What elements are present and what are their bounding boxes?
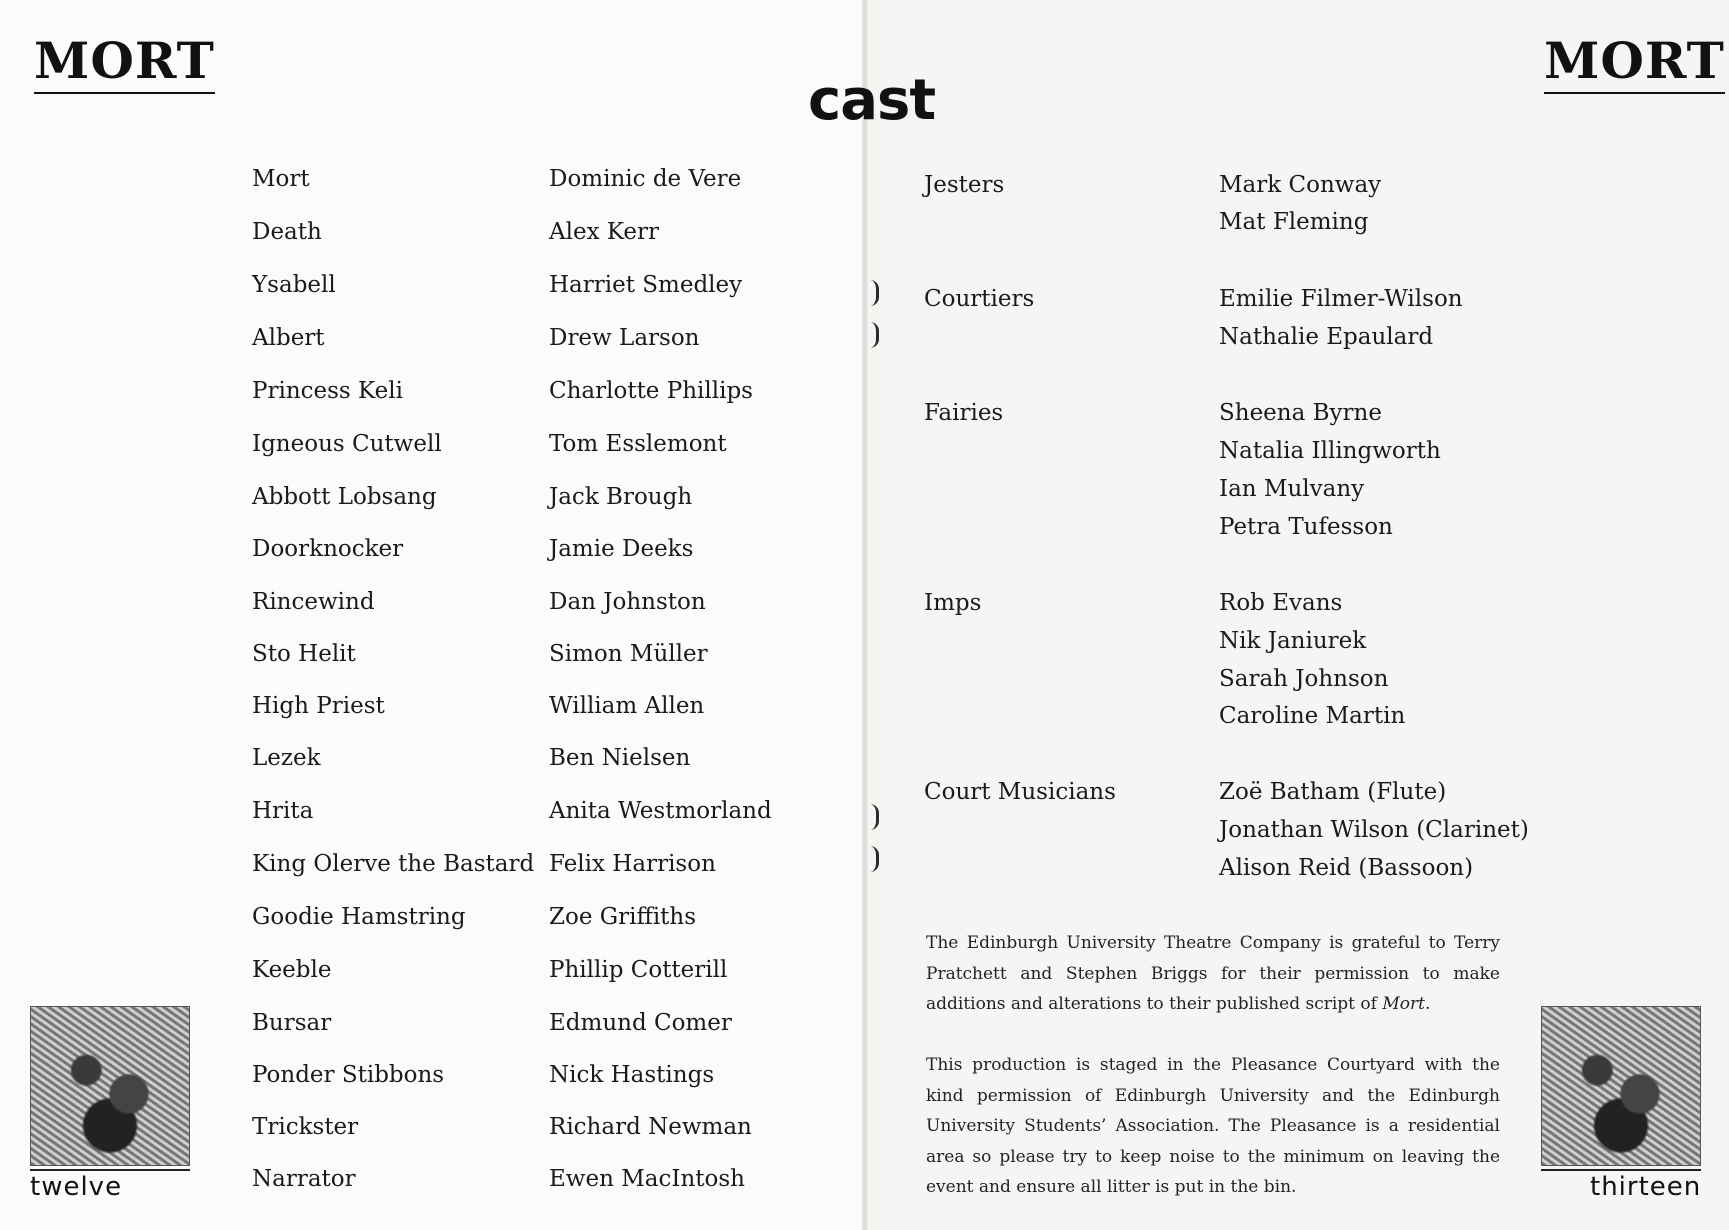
- page-number-rule: [1541, 1169, 1701, 1171]
- role-name: Lezek: [252, 745, 321, 771]
- role-name: Doorknocker: [252, 536, 404, 562]
- role-name: Narrator: [252, 1166, 356, 1192]
- group-member: Caroline Martin: [1219, 703, 1406, 729]
- actor-name: Drew Larson: [549, 325, 700, 351]
- group-member: Nathalie Epaulard: [1219, 324, 1434, 350]
- death-illustration-left: [30, 1006, 190, 1166]
- group-member: Jonathan Wilson (Clarinet): [1219, 817, 1529, 843]
- page-number-right: thirteen: [1590, 1172, 1702, 1202]
- role-name: Ysabell: [252, 272, 336, 298]
- role-name: Albert: [252, 325, 325, 351]
- page-title: cast: [808, 68, 936, 133]
- script-title: Mort: [1382, 994, 1425, 1014]
- mort-logo-right: [1544, 31, 1725, 94]
- mort-logo-left: [34, 31, 215, 94]
- role-name: Hrita: [252, 798, 314, 824]
- actor-name: Ewen MacIntosh: [549, 1166, 745, 1192]
- group-member: Emilie Filmer-Wilson: [1219, 286, 1463, 312]
- role-name: Death: [252, 219, 322, 245]
- actor-name: Dan Johnston: [549, 589, 706, 615]
- group-role-courtiers: Courtiers: [924, 286, 1035, 312]
- role-name: Igneous Cutwell: [252, 431, 442, 457]
- actor-name: Simon Müller: [549, 641, 708, 667]
- role-name: Trickster: [252, 1114, 359, 1140]
- group-member: Petra Tufesson: [1219, 514, 1393, 540]
- role-name: Ponder Stibbons: [252, 1062, 445, 1088]
- group-member: Sheena Byrne: [1219, 400, 1382, 426]
- group-member: Natalia Illingworth: [1219, 438, 1441, 464]
- role-name: Sto Helit: [252, 641, 356, 667]
- group-member: Sarah Johnson: [1219, 666, 1389, 692]
- group-role-jesters: Jesters: [924, 172, 1005, 198]
- actor-name: Charlotte Phillips: [549, 378, 753, 404]
- group-member: Zoë Batham (Flute): [1219, 779, 1447, 805]
- group-member: Mat Fleming: [1219, 209, 1369, 235]
- actor-name: Nick Hastings: [549, 1062, 715, 1088]
- page-number-left: twelve: [30, 1172, 123, 1202]
- group-role-fairies: Fairies: [924, 400, 1004, 426]
- logo-text-right: MORT: [1544, 31, 1725, 90]
- actor-name: Felix Harrison: [549, 851, 716, 877]
- actor-name: Zoe Griffiths: [549, 904, 697, 930]
- role-name: Abbott Lobsang: [252, 484, 437, 510]
- actor-name: Jack Brough: [549, 484, 693, 510]
- note-text: The Edinburgh University Theatre Company is grateful to Terry Pratchett and Stephen Briggs for their permission to make additions and alterations to their published script of: [926, 933, 1500, 1014]
- group-member: Ian Mulvany: [1219, 476, 1365, 502]
- actor-name: Anita Westmorland: [549, 798, 772, 824]
- group-role-imps: Imps: [924, 590, 982, 616]
- group-member: Alison Reid (Bassoon): [1219, 855, 1474, 881]
- actor-name: Jamie Deeks: [549, 536, 694, 562]
- actor-name: Tom Esslemont: [549, 431, 727, 457]
- acknowledgement-note: [926, 928, 1500, 1020]
- group-member: Rob Evans: [1219, 590, 1343, 616]
- death-illustration-right: [1541, 1006, 1701, 1166]
- actor-name: Phillip Cotterill: [549, 957, 728, 983]
- actor-name: William Allen: [549, 693, 705, 719]
- role-name: Rincewind: [252, 589, 375, 615]
- role-name: High Priest: [252, 693, 385, 719]
- role-name: Bursar: [252, 1010, 332, 1036]
- group-member: Mark Conway: [1219, 172, 1382, 198]
- actor-name: Richard Newman: [549, 1114, 752, 1140]
- page-spine: [862, 0, 868, 1230]
- actor-name: Harriet Smedley: [549, 272, 743, 298]
- role-name: Goodie Hamstring: [252, 904, 466, 930]
- venue-note: This production is staged in the Pleasance Courtyard with the kind permission of Edinburgh University and the Edinburgh University Students’ Association. The Pleasance is a residential area so please try to keep noise to the minimum on leaving the event and ensure all litter is put in the bin.: [926, 1055, 1500, 1197]
- group-role-court-musicians: Court Musicians: [924, 779, 1116, 805]
- actor-name: Alex Kerr: [549, 219, 660, 245]
- note-text-end: .: [1424, 994, 1431, 1014]
- actor-name: Dominic de Vere: [549, 166, 742, 192]
- role-name: King Olerve the Bastard: [252, 851, 535, 877]
- role-name: Keeble: [252, 957, 332, 983]
- page-number-rule: [30, 1169, 190, 1171]
- group-member: Nik Janiurek: [1219, 628, 1367, 654]
- role-name: Mort: [252, 166, 310, 192]
- actor-name: Ben Nielsen: [549, 745, 691, 771]
- logo-text-left: MORT: [34, 31, 215, 90]
- actor-name: Edmund Comer: [549, 1010, 732, 1036]
- role-name: Princess Keli: [252, 378, 403, 404]
